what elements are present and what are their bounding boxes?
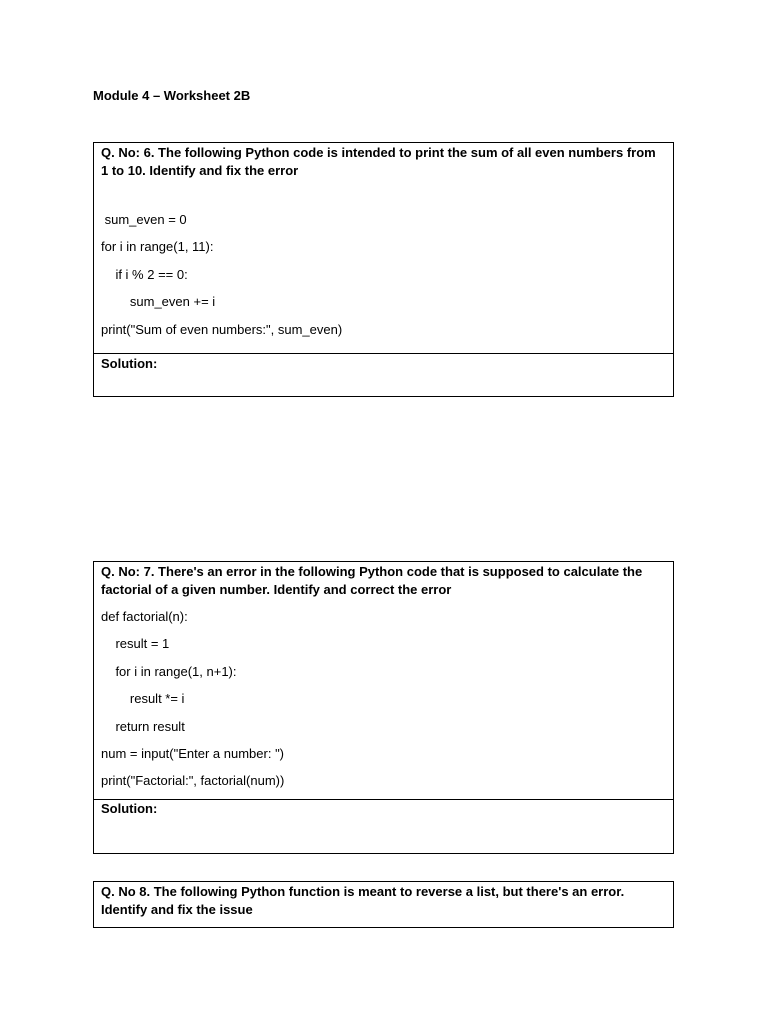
code-line: for i in range(1, n+1):	[101, 663, 237, 679]
question-7-heading: Q. No: 7. There's an error in the following Python code that is supposed to calculate the factorial of a given number. Identify and correct the error	[101, 564, 643, 597]
code-line: for i in range(1, 11):	[101, 239, 214, 255]
question-7-box	[93, 561, 674, 854]
question-6-code	[94, 206, 673, 353]
code-line: return result	[101, 718, 185, 734]
code-line: result *= i	[101, 691, 185, 707]
code-line: print("Factorial:", factorial(num))	[101, 773, 285, 789]
code-line: sum_even = 0	[101, 212, 187, 227]
code-line: num = input("Enter a number: ")	[101, 745, 285, 761]
page-title: Module 4 – Worksheet 2B	[93, 88, 251, 103]
question-7-code	[94, 603, 673, 799]
question-6-heading: Q. No: 6. The following Python code is intended to print the sum of all even numbers from 1 to 10. Identify and fix the error	[101, 145, 656, 178]
solution-label: Solution:	[101, 801, 158, 816]
question-7-solution-area[interactable]	[94, 799, 673, 854]
question-6-solution-area[interactable]	[94, 353, 673, 397]
question-8-heading: Q. No 8. The following Python function is meant to reverse a list, but there's an error. Identify and fix the issue	[101, 884, 625, 917]
question-8-box	[93, 881, 674, 928]
solution-label: Solution:	[101, 356, 158, 371]
code-line: result = 1	[101, 636, 170, 652]
question-6-box	[93, 142, 674, 397]
code-line: sum_even += i	[101, 294, 216, 310]
code-line: def factorial(n):	[101, 609, 188, 624]
code-line: print("Sum of even numbers:", sum_even)	[101, 321, 343, 337]
code-line: if i % 2 == 0:	[101, 266, 188, 282]
